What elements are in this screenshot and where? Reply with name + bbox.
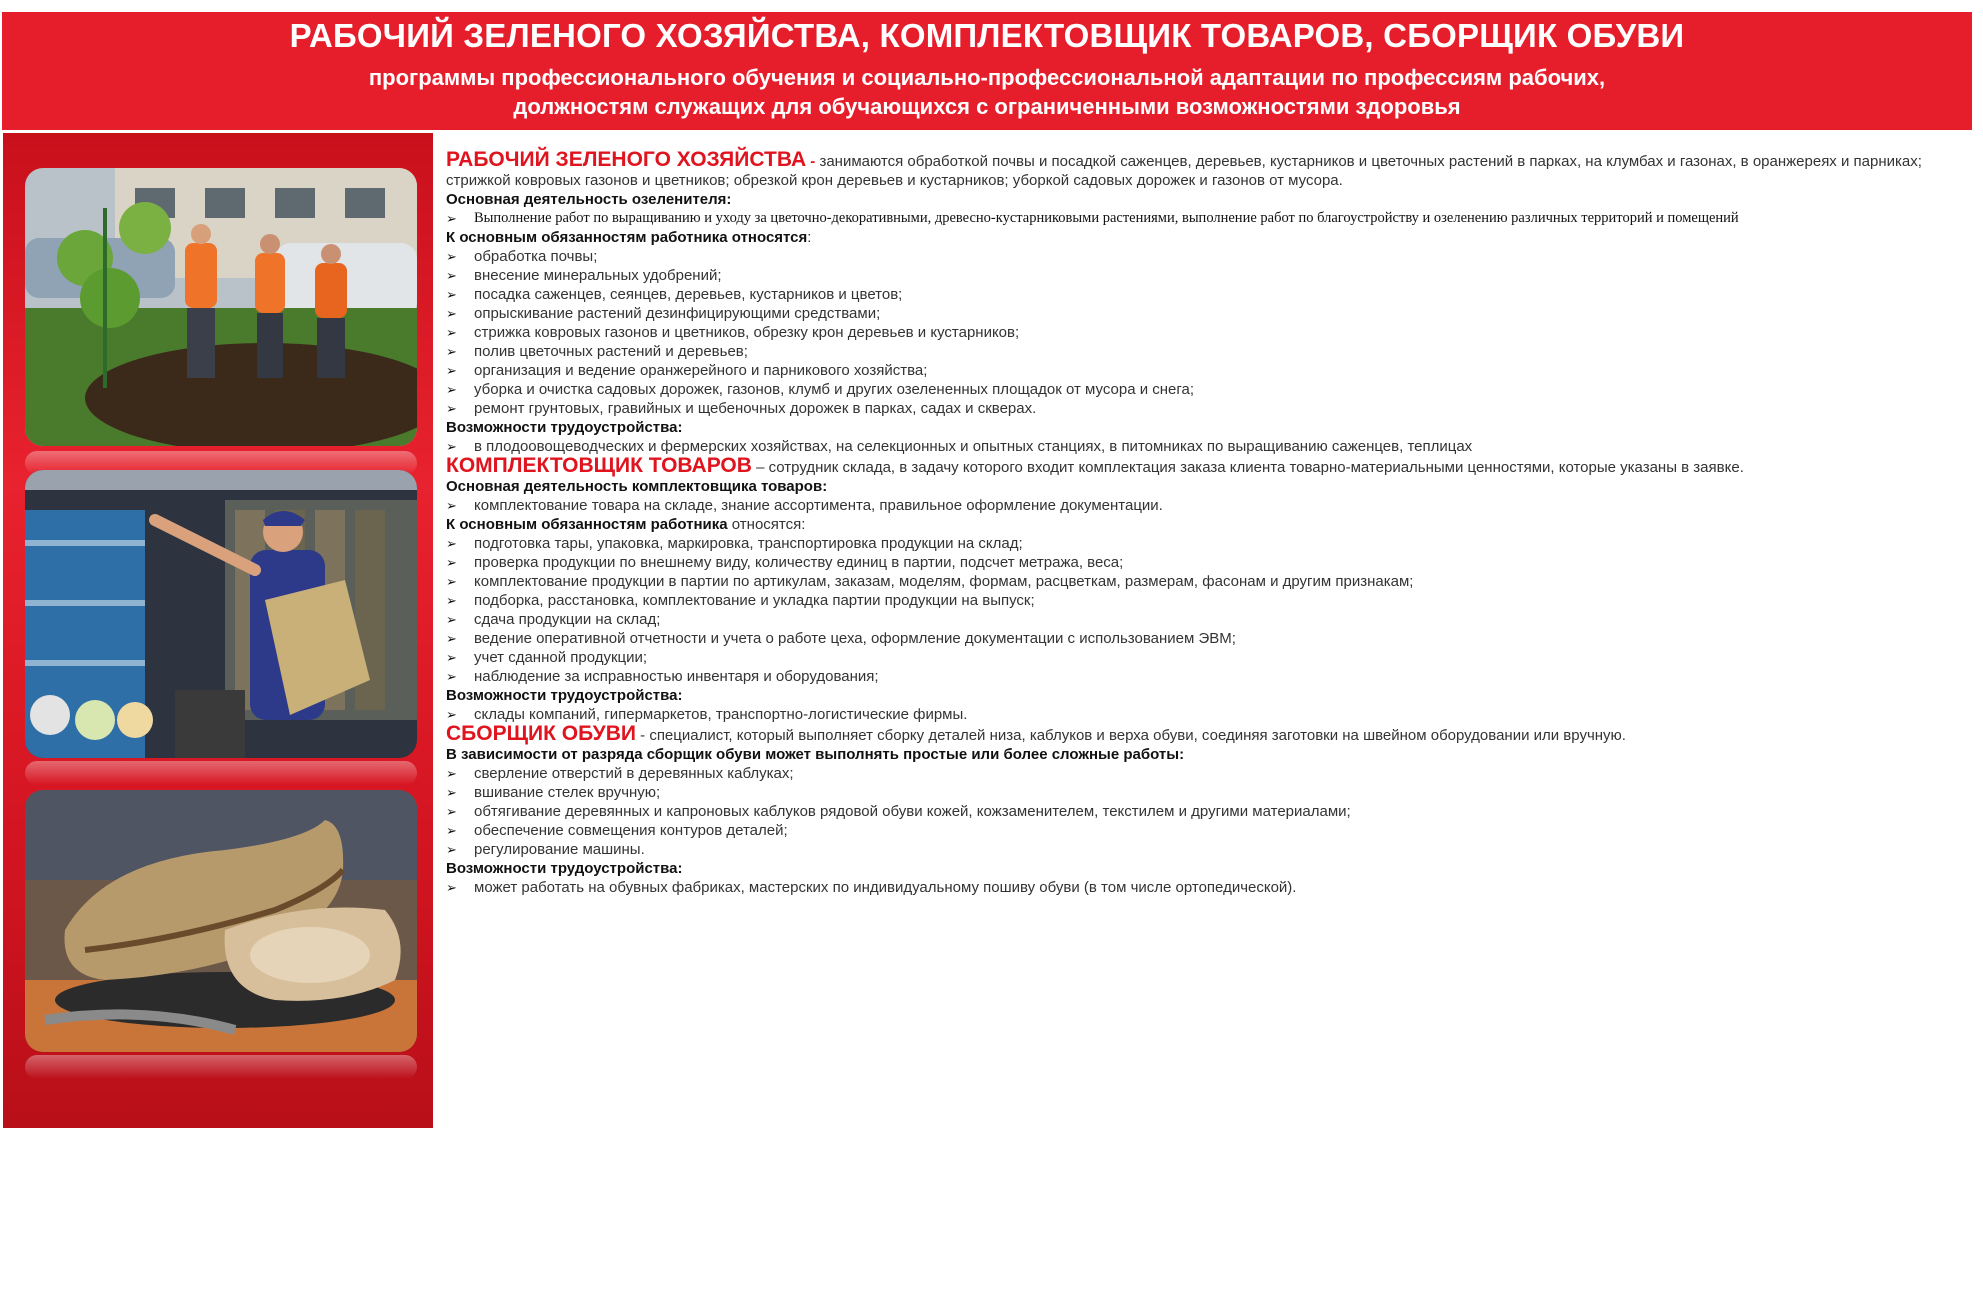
page-title: РАБОЧИЙ ЗЕЛЕНОГО ХОЗЯЙСТВА, КОМПЛЕКТОВЩИК ТОВАРОВ, СБОРЩИК ОБУВИ — [289, 17, 1685, 54]
list-item: ➢ регулирование машины. — [446, 840, 1966, 859]
picker-intro — [446, 456, 1966, 477]
list-item: ➢ уборка и очистка садовых дорожек, газонов, клумб и других озелененных площадок от мусора и снега; — [446, 380, 1966, 399]
list-item: ➢ посадка саженцев, сеянцев, деревьев, кустарников и цветов; — [446, 285, 1966, 304]
picker-duties-suffix: относятся: — [727, 516, 806, 533]
green-activity-label: Основная деятельность озеленителя: — [446, 191, 732, 208]
list-item: ➢ внесение минеральных удобрений; — [446, 266, 1966, 285]
list-item: ➢ сдача продукции на склад; — [446, 610, 1966, 629]
subtitle-line-1: программы профессионального обучения и социально-профессиональной адаптации по профессиям рабочих, — [368, 65, 1606, 90]
shoe-jobs-label: Возможности трудоустройства: — [446, 860, 683, 877]
list-item: ➢ комплектование продукции в партии по артикулам, заказам, моделям, формам, расцветкам, размерам, фасонам и другим признакам; — [446, 572, 1966, 591]
green-jobs-label: Возможности трудоустройства: — [446, 419, 683, 436]
green-duties-heading — [446, 228, 1966, 247]
shoe-description: - специалист, который выполняет сборку деталей низа, каблуков и верха обуви, соединяя заготовки на швейном оборудовании или вручную. — [635, 727, 1626, 744]
green-duties-colon: : — [807, 229, 812, 246]
green-duties-label: К основным обязанностям работника относятся — [446, 229, 808, 246]
header-banner — [2, 12, 1972, 130]
list-item: ➢ обработка почвы; — [446, 247, 1966, 266]
green-jobs-list — [446, 437, 1966, 456]
list-item: ➢ может работать на обувных фабриках, мастерских по индивидуальному пошиву обуви (в том числе ортопедической). — [446, 878, 1966, 897]
shoe-duties-label: В зависимости от разряда сборщик обуви может выполнять простые или более сложные работы: — [446, 746, 1185, 763]
list-item: ➢ в плодоовощеводческих и фермерских хозяйствах, на селекционных и опытных станциях, в питомниках по выращиванию саженцев, теплицах — [446, 437, 1966, 456]
shoe-duties-list — [446, 764, 1966, 859]
picker-activity-list — [446, 496, 1966, 515]
list-item: ➢ сверление отверстий в деревянных каблуках; — [446, 764, 1966, 783]
warehouse-picker-photo — [25, 470, 417, 758]
subtitle-line-2: должностям служащих для обучающихся с ограниченными возможностями здоровья — [513, 94, 1461, 119]
green-description: занимаются обработкой почвы и посадкой саженцев, деревьев, кустарников и цветочных растений в парках, на клумбах и газонах, в оранжереях и парниках; стрижкой ковровых газонов и цветников; обрезкой крон деревьев и кустарников; уборкой садовых дорожек и газонов от мусора. — [446, 153, 1922, 189]
list-item: ➢ ведение оперативной отчетности и учета о работе цеха, оформление документации с использованием ЭВМ; — [446, 629, 1966, 648]
picker-jobs-label: Возможности трудоустройства: — [446, 687, 683, 704]
picker-duties-label: К основным обязанностям работника — [446, 516, 728, 533]
list-item: ➢ учет сданной продукции; — [446, 648, 1966, 667]
photo-reflection — [25, 1055, 417, 1079]
list-item: ➢ наблюдение за исправностью инвентаря и оборудования; — [446, 667, 1966, 686]
section-title-green: РАБОЧИЙ ЗЕЛЕНОГО ХОЗЯЙСТВА — [446, 148, 807, 171]
picker-description: – сотрудник склада, в задачу которого входит комплектация заказа клиента товарно-материальными ценностями, которые указаны в заявке. — [751, 459, 1744, 476]
list-item: ➢ комплектование товара на складе, знание ассортимента, правильное оформление документации. — [446, 496, 1966, 515]
picker-activity-label: Основная деятельность комплектовщика товаров: — [446, 478, 828, 495]
green-activity-list — [446, 209, 1966, 228]
green-intro — [446, 150, 1966, 190]
list-item: ➢ полив цветочных растений и деревьев; — [446, 342, 1966, 361]
picker-duties-list — [446, 534, 1966, 686]
title-dash: - — [806, 153, 816, 170]
shoe-jobs-list — [446, 878, 1966, 897]
section-title-picker: КОМПЛЕКТОВЩИК ТОВАРОВ — [446, 454, 752, 477]
list-item: ➢ подборка, расстановка, комплектование и укладка партии продукции на выпуск; — [446, 591, 1966, 610]
list-item: ➢ обтягивание деревянных и капроновых каблуков рядовой обуви кожей, кожзаменителем, текстилем и другими материалами; — [446, 802, 1966, 821]
green-duties-list — [446, 247, 1966, 418]
section-title-shoe: СБОРЩИК ОБУВИ — [446, 722, 636, 745]
list-item: ➢ вшивание стелек вручную; — [446, 783, 1966, 802]
picker-jobs-list — [446, 705, 1966, 724]
gardeners-photo — [25, 168, 417, 446]
list-item: ➢ опрыскивание растений дезинфицирующими средствами; — [446, 304, 1966, 323]
shoe-intro — [446, 724, 1966, 745]
list-item: ➢ обеспечение совмещения контуров деталей; — [446, 821, 1966, 840]
shoe-assembly-photo — [25, 790, 417, 1052]
list-item: ➢ Выполнение работ по выращиванию и уходу за цветочно-декоративными, древесно-кустарниковыми растениями, выполнение работ по благоустройству и озеленению различных территорий и помещений — [446, 209, 1966, 228]
page-subtitle — [2, 63, 1972, 121]
image-panel — [3, 133, 433, 1128]
list-item: ➢ подготовка тары, упаковка, маркировка, транспортировка продукции на склад; — [446, 534, 1966, 553]
list-item: ➢ склады компаний, гипермаркетов, транспортно-логистические фирмы. — [446, 705, 1966, 724]
list-item: ➢ стрижка ковровых газонов и цветников, обрезку крон деревьев и кустарников; — [446, 323, 1966, 342]
content-column — [446, 150, 1966, 897]
list-item: ➢ организация и ведение оранжерейного и парникового хозяйства; — [446, 361, 1966, 380]
list-item: ➢ проверка продукции по внешнему виду, количеству единиц в партии, подсчет метража, веса; — [446, 553, 1966, 572]
list-item: ➢ ремонт грунтовых, гравийных и щебеночных дорожек в парках, садах и скверах. — [446, 399, 1966, 418]
photo-reflection — [25, 761, 417, 785]
picker-duties-heading — [446, 515, 1966, 534]
